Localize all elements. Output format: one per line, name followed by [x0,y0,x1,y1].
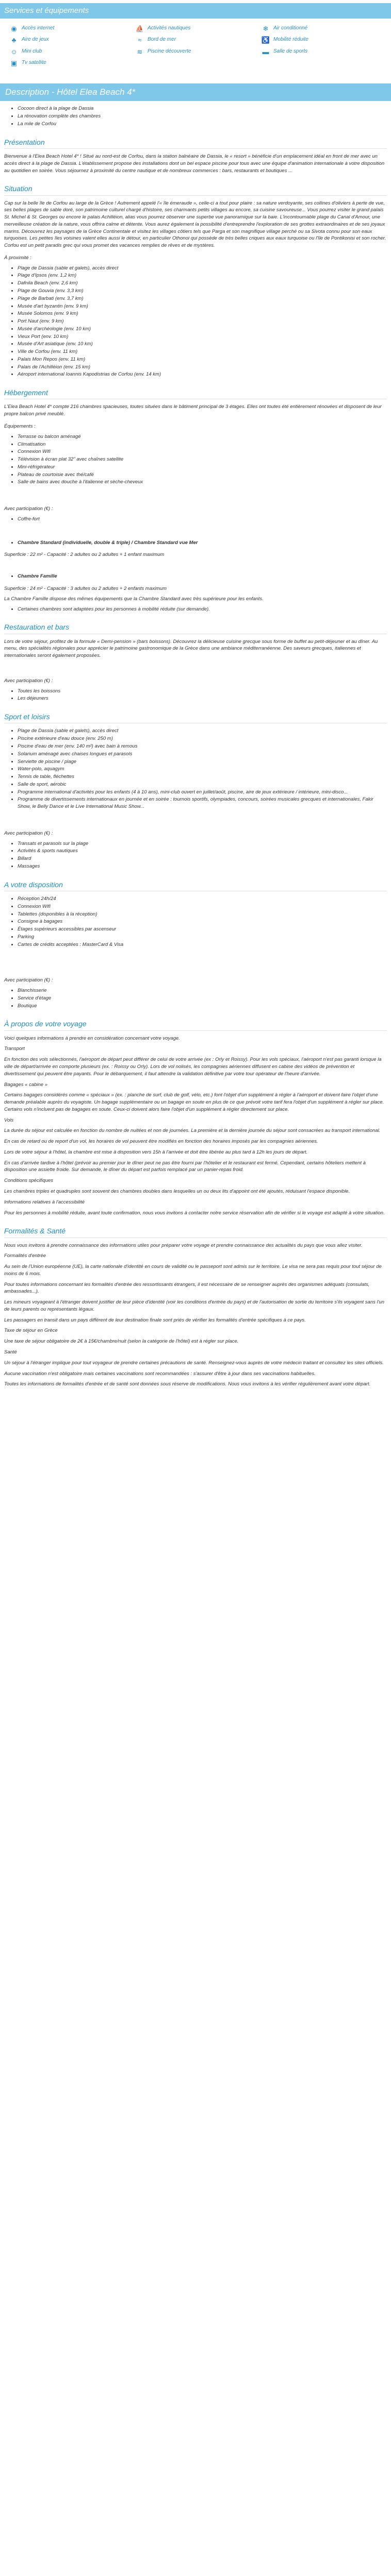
list-item: • Coffre-fort [18,516,387,523]
amenity-waves [135,36,261,44]
amenity-label: Mini club [22,48,42,54]
description-header: Description - Hôtel Elea Beach 4* [0,83,391,101]
list-item: • Terrasse ou balcon aménagé [18,433,387,440]
list-item: • Tennis de table, fléchettes [18,773,387,781]
surfboard-icon: ⛵ [135,24,144,32]
amenity-surfboard [135,25,261,32]
list-item: • Musée d'archéologie (env. 10 km) [18,326,387,333]
amenity-wheelchair [261,36,387,44]
pool-icon: ≋ [137,47,143,56]
list-item: • Aéroport international Ioannis Kapodistrias de Corfou (env. 14 km) [18,371,387,378]
playground-icon: ♣ [11,36,17,44]
paragraph: Informations relatives à l'accessibilité [4,1199,85,1205]
paragraph: Au sein de l'Union européenne (UE), la carte nationale d'identité en cours de validité ou le passeport sont admis sur le territoire. Le visa ne sera pas requis pour tout séjour de moins de 6 mois. [4,1264,382,1277]
list-item: • Cartes de crédits acceptées : MasterCard & Visa [18,941,387,948]
list-item: • Plateau de courtoisie avec thé/café [18,471,387,479]
amenity-dumbbell [261,48,387,56]
heb-paid-label: Avec participation (€) : [4,506,53,512]
amenity-kids-club [9,48,135,56]
paragraph: Nous vous invitons à prendre connaissance des informations utiles pour préparer votre voyage et prendre connaissance des actualités du pays que vous allez visiter. [4,1242,363,1248]
amenity-label: Aire de jeux [22,37,49,43]
room-standard-desc: Superficie : 22 m² - Capacité : 2 adultes ou 2 adultes + 1 enfant maximum [4,552,165,558]
list-item: • Plage de Dassia (sable et galets), accès direct [18,727,387,735]
situation-text: Cap sur la belle île de Corfou au large de la Grèce ! Autrement appelé l'« île émeraude », celle-ci a tout pour plaire : sa nature verdoyante, ses collines d'oliviers à perte de vue, ses belles plages de sable doré, son patrimoine culturel chargé d'histoire, ses charmants petits villages au encore, sa cuisine savoureuse... Vous pourrez visiter le grand palais St. Michel & St. Georges ou encore le palais Achilléion, alias vous pourrez observer une superbe vue panoramique sur la baie. L'incontournable plage du Canal d'Amour, une merveilleuse création de la nature, vous offrira calme et détente. Vous aurez également la possibilité d'entreprendre l'exploration de ses grottes extraordinaires et de ses joyaux marins. Découvrez les paysages de la Grèce Continentale et visitez les villages côtiers tels que Parga et son magnifique village perché ou sa Sivota connu pour son eaux turquoises. Les petites îles voisines valent elles aussi le détour, en particulier Othonoi qui possède de très belles criques aux eaux turquoise ou l'île de Pontikonisi et son rocher. Corfou est un petit paradis grec qui vous promet des vacances remplies de rêves et de mystères. [4,200,386,249]
paragraph: Taxe de séjour en Grèce [4,1328,58,1334]
list-item: • Boutique [18,1003,387,1010]
amenity-wifi [9,25,135,32]
list-item: • Étages supérieurs accessibles par ascenseur [18,926,387,933]
paragraph: Conditions spécifiques [4,1178,54,1184]
sport-paid-label: Avec participation (€) : [4,830,53,836]
paragraph: Voici quelques informations à prendre en considération concernant votre voyage. [4,1035,180,1041]
formalites-title: Formalités & Santé [4,1226,387,1238]
amenity-label: Tv satellite [22,60,46,66]
list-item: • Blanchisserie [18,987,387,994]
apropos-title: À propos de votre voyage [4,1019,387,1030]
amenity-label: Accès internet [22,25,55,31]
list-item: • Billard [18,855,387,862]
room-famille-title: • Chambre Famille [18,573,387,580]
list-item: • Salle de sport, aérobic [18,781,387,788]
room-extra-list [4,606,387,613]
list-item: • Toutes les boissons [18,688,387,695]
list-item: • Salle de bains avec douche à l'italienne et sèche-cheveux [18,479,387,486]
dispo-paid-label: Avec participation (€) : [4,977,53,984]
list-item: • Programme de divertissements internationaux en journée et en soirée : tournois sportifs, olympiades, concours, soirées musicales grecques et internationales, Fakir Show, le Belly Dance et le Live International Music Show... [18,796,387,810]
paragraph: En cas de retard ou de report d'un vol, les horaires de vol peuvent être modifiés en fonction des horaires imposés par les compagnies aériennes. [4,1139,318,1145]
restauration-title: Restauration et bars [4,622,387,634]
presentation-text: Bienvenue à l'Elea Beach Hotel 4* ! Situé au nord-est de Corfou, dans la station balnéaire de Dassia, le « resort » bénéficie d'un emplacement idéal en front de mer avec un accès direct à la plage de Dassia. L'établissement propose des installations dont un bel espace piscine pour tous avec une équipe d'animation internationale à votre disposition au quotidien en soirée. Vous séjournez à proximité du centre nautique et de nombreux commerces : bars, restaurants et boutiques ... [4,153,385,174]
list-item: • Transats et parasols sur la plage [18,840,387,848]
hebergement-title: Hébergement [4,387,387,399]
restauration-text: Lors de votre séjour, profitez de la formule « Demi-pension » (bars boissons). Découvrez la délicieuse cuisine grecque sous forme de buffet au petit-déjeuner et au dîner. Au menu, des spécialités régionales pour apprécier le patrimoine gastronomique de la Grèce dans une ambiance méditerranéenne. Des saveurs grecques, italiennes et internationales seront également proposées. [4,638,378,659]
list-item: • Service d'étage [18,995,387,1002]
list-item: • La rénovation complète des chambres [18,113,387,120]
nearby-label: À proximité : [4,255,31,261]
list-item: • Port Naut (env. 9 km) [18,318,387,325]
amenity-pool [135,48,261,56]
paragraph: Pour toutes informations concernant les formalités d'entrée des ressortissants étrangers, il est nécessaire de se renseigner auprès des organismes adéquats (consulats, ambassades...). [4,1281,370,1295]
heb-paid-list [4,516,387,523]
paragraph: Vols [4,1117,14,1123]
list-item: • Piscine d'eau de mer (env. 140 m²) avec bain à remous [18,743,387,750]
paragraph: Un séjour à l'étranger implique pour tout voyageur de prendre certaines précautions de santé. Renseignez-vous auprès de votre médecin traitant et consultez les sites officiels. [4,1360,384,1366]
list-item: • Serviette de piscine / plage [18,758,387,766]
paragraph: Transport [4,1046,25,1052]
list-item: • Ville de Corfou (env. 11 km) [18,348,387,355]
list-item: • Water-polo, aquagym [18,766,387,773]
list-item: • Solarium aménagé avec chaises longues et parasols [18,751,387,758]
wheelchair-icon: ♿ [261,36,270,44]
room-famille-desc: Superficie : 24 m² - Capacité : 3 adultes ou 2 adultes + 2 enfants maximum [4,585,167,591]
list-item: • Les déjeuners [18,695,387,702]
wifi-icon: ◉ [11,24,17,32]
paragraph: Toutes les informations de formalités d'entrée et de santé sont données sous réserve de modifications. Nous vous invitons à les vérifier régulièrement avant votre départ. [4,1381,371,1387]
amenity-label: Mobilité réduite [273,37,308,43]
presentation-title: Présentation [4,137,387,149]
equip-label: Équipements : [4,423,36,430]
list-item: • Activités & sports nautiques [18,848,387,855]
list-item: • Certaines chambres sont adaptées pour les personnes à mobilité réduite (sur demande). [18,606,387,613]
kids-club-icon: ☺ [10,47,18,56]
list-item: • Consigne à bagages [18,918,387,925]
satellite-tv-icon: ▣ [10,59,18,67]
equipment-list [4,433,387,486]
amenity-playground [9,36,135,44]
dumbbell-icon: ▬ [262,47,269,56]
paragraph: Lors de votre séjour à l'hôtel, la chambre est mise à disposition vers 15h à l'arrivée et doit être libérée au plus tard à 12h les jours de départ. [4,1149,308,1155]
sport-title: Sport et loisirs [4,711,387,723]
list-item: • Climatisation [18,441,387,448]
room-standard-title: • Chambre Standard (individuelle, double & triple) / Chambre Standard vue Mer [18,539,387,547]
amenity-snowflake [261,25,387,32]
services-header: Services et équipements [0,3,391,19]
snowflake-icon: ❄ [263,24,269,32]
list-item: • Mini-réfrigérateur [18,464,387,471]
paragraph: Santé [4,1349,17,1355]
amenity-label: Piscine découverte [148,48,191,54]
sport-list [4,727,387,810]
list-item: • Musée Solomos (env. 9 km) [18,310,387,317]
list-item: • Vieux Port (env. 10 km) [18,333,387,341]
list-item: • Piscine extérieure d'eau douce (env. 250 m) [18,735,387,742]
amenity-label: Salle de sports [273,48,308,54]
amenity-label: Activités nautiques [148,25,191,31]
paragraph: Pour les personnes à mobilité réduite, avant toute confirmation, nous vous invitons à contacter notre service réservation afin de vérifier si le voyage est adapté à votre situation. [4,1210,385,1216]
paragraph: Aucune vaccination n'est obligatoire mais certaines vaccinations sont recommandées : s'assurer d'être à jour dans ses vaccinations habituelles. [4,1370,316,1377]
paragraph: Bagages « cabine » [4,1081,47,1088]
highlights-list [4,105,387,127]
waves-icon: ≈ [138,36,142,44]
list-item: • Connexion Wifi [18,448,387,455]
list-item: • Musée d'art byzantin (env. 9 km) [18,303,387,310]
list-item: • Palais de l'Achilléion (env. 15 km) [18,364,387,371]
resto-paid-label: Avec participation (€) : [4,677,53,684]
amenity-satellite-tv [9,59,135,67]
sport-paid-list [4,840,387,870]
list-item: • Cocoon direct à la plage de Dassia [18,105,387,112]
list-item: • Palais Mon Repos (env. 11 km) [18,356,387,363]
room-famille-more: La Chambre Famille dispose des mêmes équipements que la Chambre Standard avec très supérieure pour les enfants. [4,596,264,602]
list-item: • Massages [18,863,387,870]
resto-paid-list [4,688,387,703]
list-item: • Connexion Wifi [18,903,387,910]
paragraph: En cas d'arrivée tardive à l'hôtel (prévoir au premier jour le dîner peut ne pas être fourni par l'hôtelier et le restaurant est fermé. Cependant, certains hôteliers mettent à disposition une assiette froide. Sur demande, le dîner du départ est parfois remplacé par un panier-repas froid. [4,1160,366,1173]
paragraph: Les mineurs voyageant à l'étranger doivent justifier de leur pièce d'identité (voir les conditions d'entrée du pays) et de l'autorisation de sortie du territoire s'ils voyagent sans l'un de leurs parents ou représentants légaux. [4,1299,384,1312]
list-item: • Parking [18,934,387,941]
list-item: • Dafnila Beach (env. 2,6 km) [18,280,387,287]
list-item: • Réception 24h/24 [18,895,387,903]
amenity-label: Air conditionné [273,25,308,31]
list-item: • Musée d'Art asiatique (env. 10 km) [18,341,387,348]
list-item: • Tablettes (disponibles à la réception) [18,911,387,918]
disposition-title: A votre disposition [4,879,387,891]
paragraph: Certains bagages considérés comme « spéciaux » (ex. : planche de surf, club de golf, vélo, etc.) font l'objet d'un supplément à régler à l'aéroport et doivent faire l'objet d'une demande préalable auprès du voyagiste. Un bagage supplémentaire ou un bagage en soute en plus de ce que prévoit votre tarif fera l'objet d'un supplément à régler sur place. Certains vols n'incluent pas de bagages en soute. Ceux-ci doivent alors faire l'objet d'un supplément à régler directement sur place. [4,1092,384,1112]
list-item: • Plage de Dassia (sable et galets), accès direct [18,265,387,272]
list-item: • Plage de Barbati (env. 3,7 km) [18,295,387,302]
amenity-label: Bord de mer [148,37,176,43]
list-item: • Télévision à écran plat 32" avec chaînes satellite [18,456,387,463]
disposition-list [4,895,387,948]
paragraph: Formalités d'entrée [4,1253,46,1259]
paragraph: La durée du séjour est calculée en fonction du nombre de nuitées et non de journées. La première et la dernière journée du séjour sont consacrées au transport international. [4,1128,381,1134]
dispo-paid-list [4,987,387,1009]
paragraph: En fonction des vols sélectionnés, l'aéroport de départ peut différer de celui de votre arrivée (ex : Orly et Roissy). Pour les vols spéciaux, l'aéroport n'est pas garanti lorsque la ville de départ/arrivée en comporte plusieurs (ex. : Roissy ou Orly). Lors de vol nolisés, les compagnies aériennes diffusent en cabine des vidéos de prévention et divertissement qui peuvent être payants. Pour le débarquement, il faut attendre la validation définitive par votre tour opérateur de l'heure d'arrivée. [4,1057,382,1077]
situation-title: Situation [4,183,387,195]
apropos-text [4,1035,387,1217]
list-item: • Programme international d'activités pour les enfants (4 à 10 ans), mini-club ouvert en juillet/août, piscine, aire de jeux extérieure / intérieure, mini-disco... [18,789,387,796]
nearby-list [4,265,387,378]
list-item: • Plage d'Ipsos (env. 1,2 km) [18,272,387,279]
hebergement-text: L'Elea Beach Hotel 4* compte 216 chambres spacieuses, toutes situées dans le bâtiment principal de 3 étages. Elles ont toutes été entièrement rénovées et disposent de leur propre balcon privé meublé. [4,404,382,417]
list-item: • Plage de Gouvia (env. 3,3 km) [18,287,387,295]
amenities-grid [4,22,387,72]
paragraph: Les chambres triples et quadruples sont souvent des chambres doubles dans lesquelles un ou deux lits d'appoint ont été ajoutés, réduisant l'espace disponible. [4,1188,350,1194]
formalites-text [4,1242,387,1388]
paragraph: Une taxe de séjour obligatoire de 2€ à 15€/chambre/nuit (selon la catégorie de l'hôtel) est à régler sur place. [4,1338,239,1345]
paragraph: Les passagers en transit dans un pays différent de leur destination finale sont priés de vérifier les formalités d'entrée spécifiques à ce pays. [4,1317,306,1323]
list-item: • La mile de Corfou [18,121,387,128]
